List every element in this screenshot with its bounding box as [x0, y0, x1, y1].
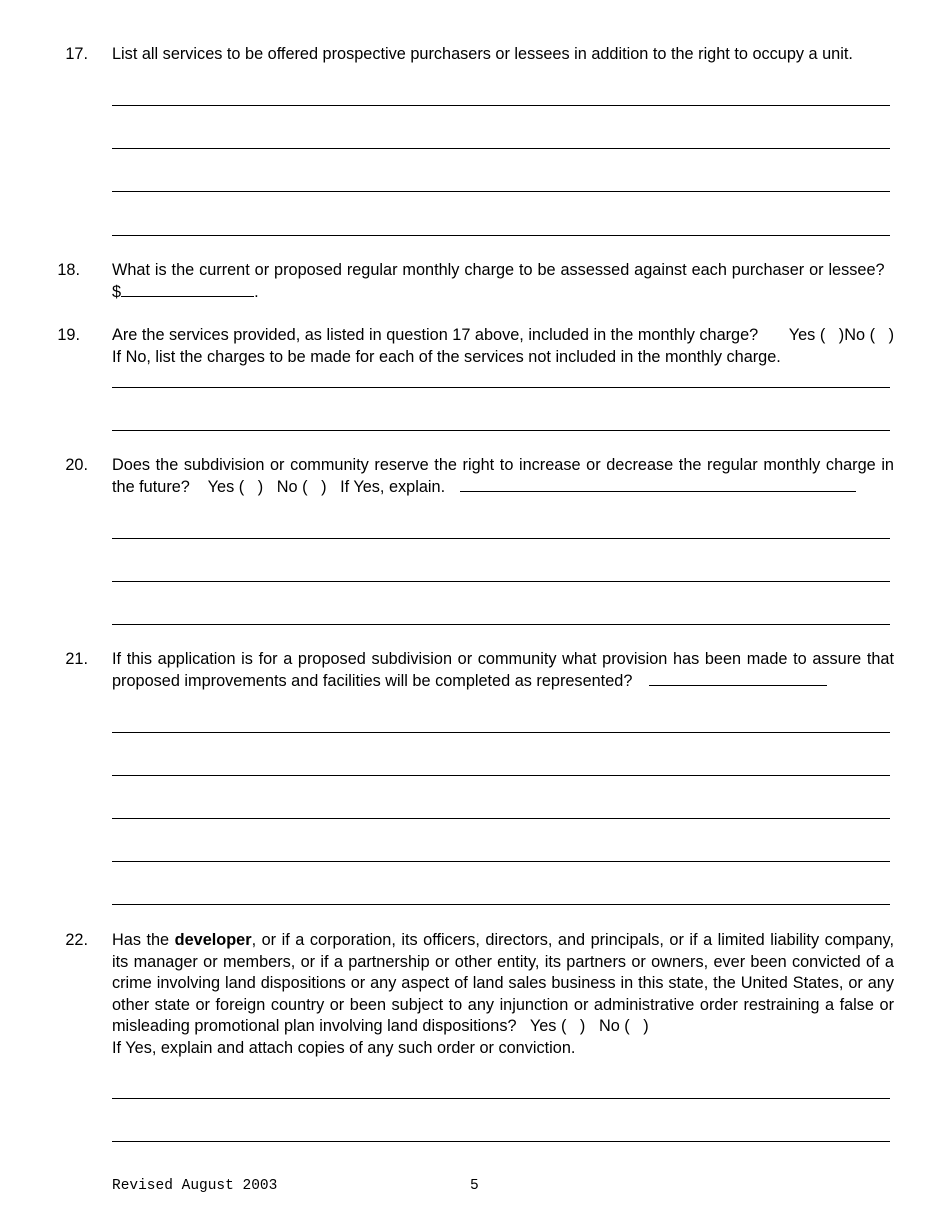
question-21-text	[112, 649, 894, 692]
answer-line[interactable]	[112, 538, 890, 539]
answer-line[interactable]	[112, 581, 890, 582]
answer-line[interactable]	[112, 387, 890, 388]
answer-line[interactable]	[112, 1098, 890, 1099]
period: .	[254, 282, 259, 301]
explain-field[interactable]	[460, 477, 856, 492]
answer-line[interactable]	[112, 818, 890, 819]
question-18-number: 18.	[57, 261, 80, 279]
answer-line[interactable]	[112, 624, 890, 625]
question-17-prompt: List all services to be offered prospective purchasers or lessees in addition to the right to occupy a unit.	[112, 45, 853, 63]
yes-checkbox[interactable]: Yes ( )	[529, 1017, 586, 1035]
answer-line[interactable]	[112, 430, 890, 431]
question-20-text	[112, 455, 894, 498]
question-17-number: 17.	[65, 45, 88, 63]
answer-line[interactable]	[112, 105, 890, 106]
question-17-text	[112, 44, 902, 66]
no-checkbox[interactable]: No ( )	[844, 326, 894, 344]
no-checkbox[interactable]: No ( )	[598, 1017, 649, 1035]
currency-sign: $	[112, 282, 122, 301]
question-18-text	[112, 260, 894, 303]
question-20-explain: If Yes, explain.	[340, 477, 446, 496]
developer-term: developer	[174, 931, 252, 949]
question-19-line-1	[112, 325, 894, 347]
answer-line[interactable]	[112, 904, 890, 905]
question-22-prompt-body: , or if a corporation, its officers, directors, and principals, or if a limited liability company, its manager or members, or if a partnership or other entity, its partners or owners, ever been convicted of a crime involving land dispositions or any aspect of land sales business in this state, the United States, or any other state or foreign country or been subject to any injunction or administrative order restraining a false or misleading promotional plan involving land dispositions?	[112, 931, 894, 1035]
answer-line[interactable]	[112, 148, 890, 149]
question-22-prompt-start: Has the	[112, 931, 170, 949]
question-19-line-2: If No, list the charges to be made for each of the services not included in the monthly charge.	[112, 347, 781, 366]
answer-line[interactable]	[112, 1141, 890, 1142]
answer-line[interactable]	[112, 732, 890, 733]
question-18-prompt: What is the current or proposed regular monthly charge to be assessed against each purchaser or lessee?	[112, 261, 885, 279]
question-21-prompt: If this application is for a proposed subdivision or community what provision has been made to assure that proposed improvements and facilities will be completed as represented?	[112, 650, 894, 690]
page-number: 5	[470, 1178, 479, 1194]
question-20-prompt: Does the subdivision or community reserve the right to increase or decrease the regular monthly charge in the future?	[112, 456, 894, 496]
no-checkbox[interactable]: No ( )	[276, 477, 327, 496]
monthly-charge-field[interactable]	[121, 282, 254, 297]
answer-line[interactable]	[112, 775, 890, 776]
question-19-number: 19.	[57, 326, 80, 344]
question-21-number: 21.	[65, 650, 88, 668]
yes-checkbox[interactable]: Yes ( )	[207, 477, 264, 496]
yes-checkbox[interactable]: Yes ( )	[788, 326, 845, 344]
answer-line[interactable]	[112, 191, 890, 192]
question-22-text	[112, 930, 894, 1059]
question-19-prompt: Are the services provided, as listed in question 17 above, included in the monthly charge?	[112, 326, 759, 344]
provision-field[interactable]	[649, 671, 827, 686]
revision-date: Revised August 2003	[112, 1178, 278, 1194]
question-22-number: 22.	[65, 931, 88, 949]
question-20-number: 20.	[65, 456, 88, 474]
question-22-line-2: If Yes, explain and attach copies of any such order or conviction.	[112, 1038, 576, 1057]
answer-line[interactable]	[112, 235, 890, 236]
question-19-text	[112, 325, 894, 368]
answer-line[interactable]	[112, 861, 890, 862]
